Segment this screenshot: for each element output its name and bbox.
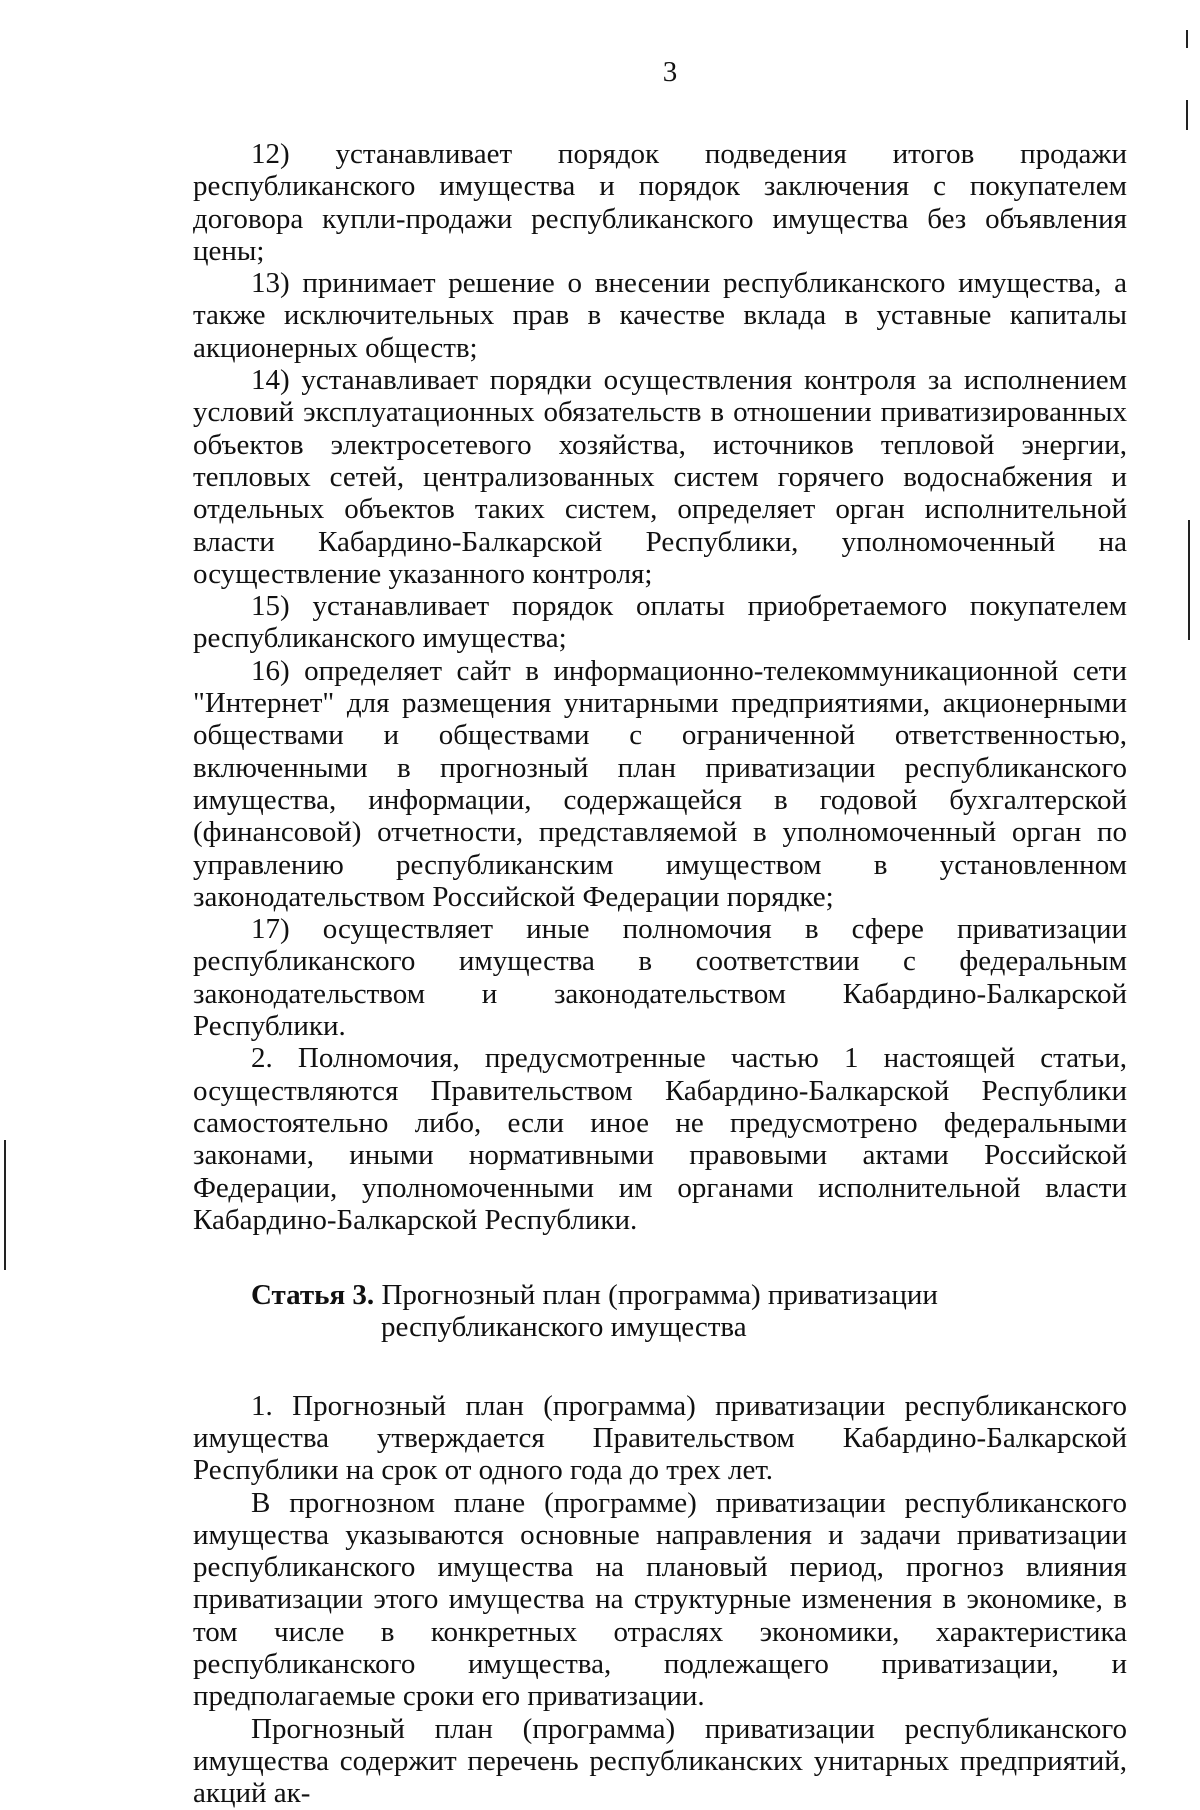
- article-label: Статья 3.: [251, 1279, 375, 1312]
- list-item: 17) осуществляет иные полномочия в сфере приватизации республиканского имущества в соответствии с федеральным законодательством и законодательством Кабардино-Балкарской Республики.: [193, 913, 1127, 1043]
- list-item: 12) устанавливает порядок подведения итогов продажи республиканского имущества и порядок заключения с покупателем договора купли-продажи республиканского имущества без объявления цены;: [193, 138, 1127, 267]
- paragraph: Прогнозный план (программа) приватизации республиканского имущества содержит перечень республиканских унитарных предприятий, акций ак-: [193, 1712, 1127, 1810]
- article-heading: [193, 1279, 1127, 1344]
- scan-edge-mark: [1186, 30, 1188, 48]
- article-title-line2: республиканского имущества: [381, 1311, 747, 1344]
- scan-edge-mark: [1186, 100, 1188, 130]
- scan-edge-mark: [4, 1140, 6, 1270]
- scan-edge-mark: [1188, 520, 1190, 640]
- list-item: 13) принимает решение о внесении республиканского имущества, а также исключительных прав в качестве вклада в уставные капиталы акционерных обществ;: [193, 267, 1127, 364]
- page-number: 3: [662, 56, 678, 88]
- paragraph: 1. Прогнозный план (программа) приватизации республиканского имущества утверждается Правительством Кабардино-Балкарской Республики на срок от одного года до трех лет.: [193, 1389, 1127, 1487]
- list-item: 14) устанавливает порядки осуществления контроля за исполнением условий эксплуатационных обязательств в отношении приватизированных объектов электросетевого хозяйства, источников тепловой энергии, тепловых сетей, централизованных систем горячего водоснабжения и отдельных объектов таких систем, определяет орган исполнительной власти Кабардино-Балкарской Республики, уполномоченный на осуществление указанного контроля;: [193, 364, 1127, 590]
- document-body: [193, 138, 1127, 1810]
- list-item: 16) определяет сайт в информационно-телекоммуникационной сети "Интернет" для размещения унитарными предприятиями, акционерными обществами и обществами с ограниченной ответственностью, включенными в прогнозный план приватизации республиканского имущества, информации, содержащейся в годовой бухгалтерской (финансовой) отчетности, представляемой в уполномоченный орган по управлению республиканским имуществом в установленном законодательством Российской Федерации порядке;: [193, 654, 1127, 913]
- paragraph: 2. Полномочия, предусмотренные частью 1 настоящей статьи, осуществляются Правительством Кабардино-Балкарской Республики самостоятельно либо, если иное не предусмотрено федеральными законами, иными нормативными правовыми актами Российской Федерации, уполномоченными им органами исполнительной власти Кабардино-Балкарской Республики.: [193, 1042, 1127, 1236]
- article-title-line1: Прогнозный план (программа) приватизации: [381, 1279, 938, 1312]
- paragraph: В прогнозном плане (программе) приватизации республиканского имущества указываются основные направления и задачи приватизации республиканского имущества на плановый период, прогноз влияния приватизации этого имущества на структурные изменения в экономике, в том числе в конкретных отраслях экономики, характеристика республиканского имущества, подлежащего приватизации, и предполагаемые сроки его приватизации.: [193, 1486, 1127, 1713]
- list-item: 15) устанавливает порядок оплаты приобретаемого покупателем республиканского имущества;: [193, 590, 1127, 655]
